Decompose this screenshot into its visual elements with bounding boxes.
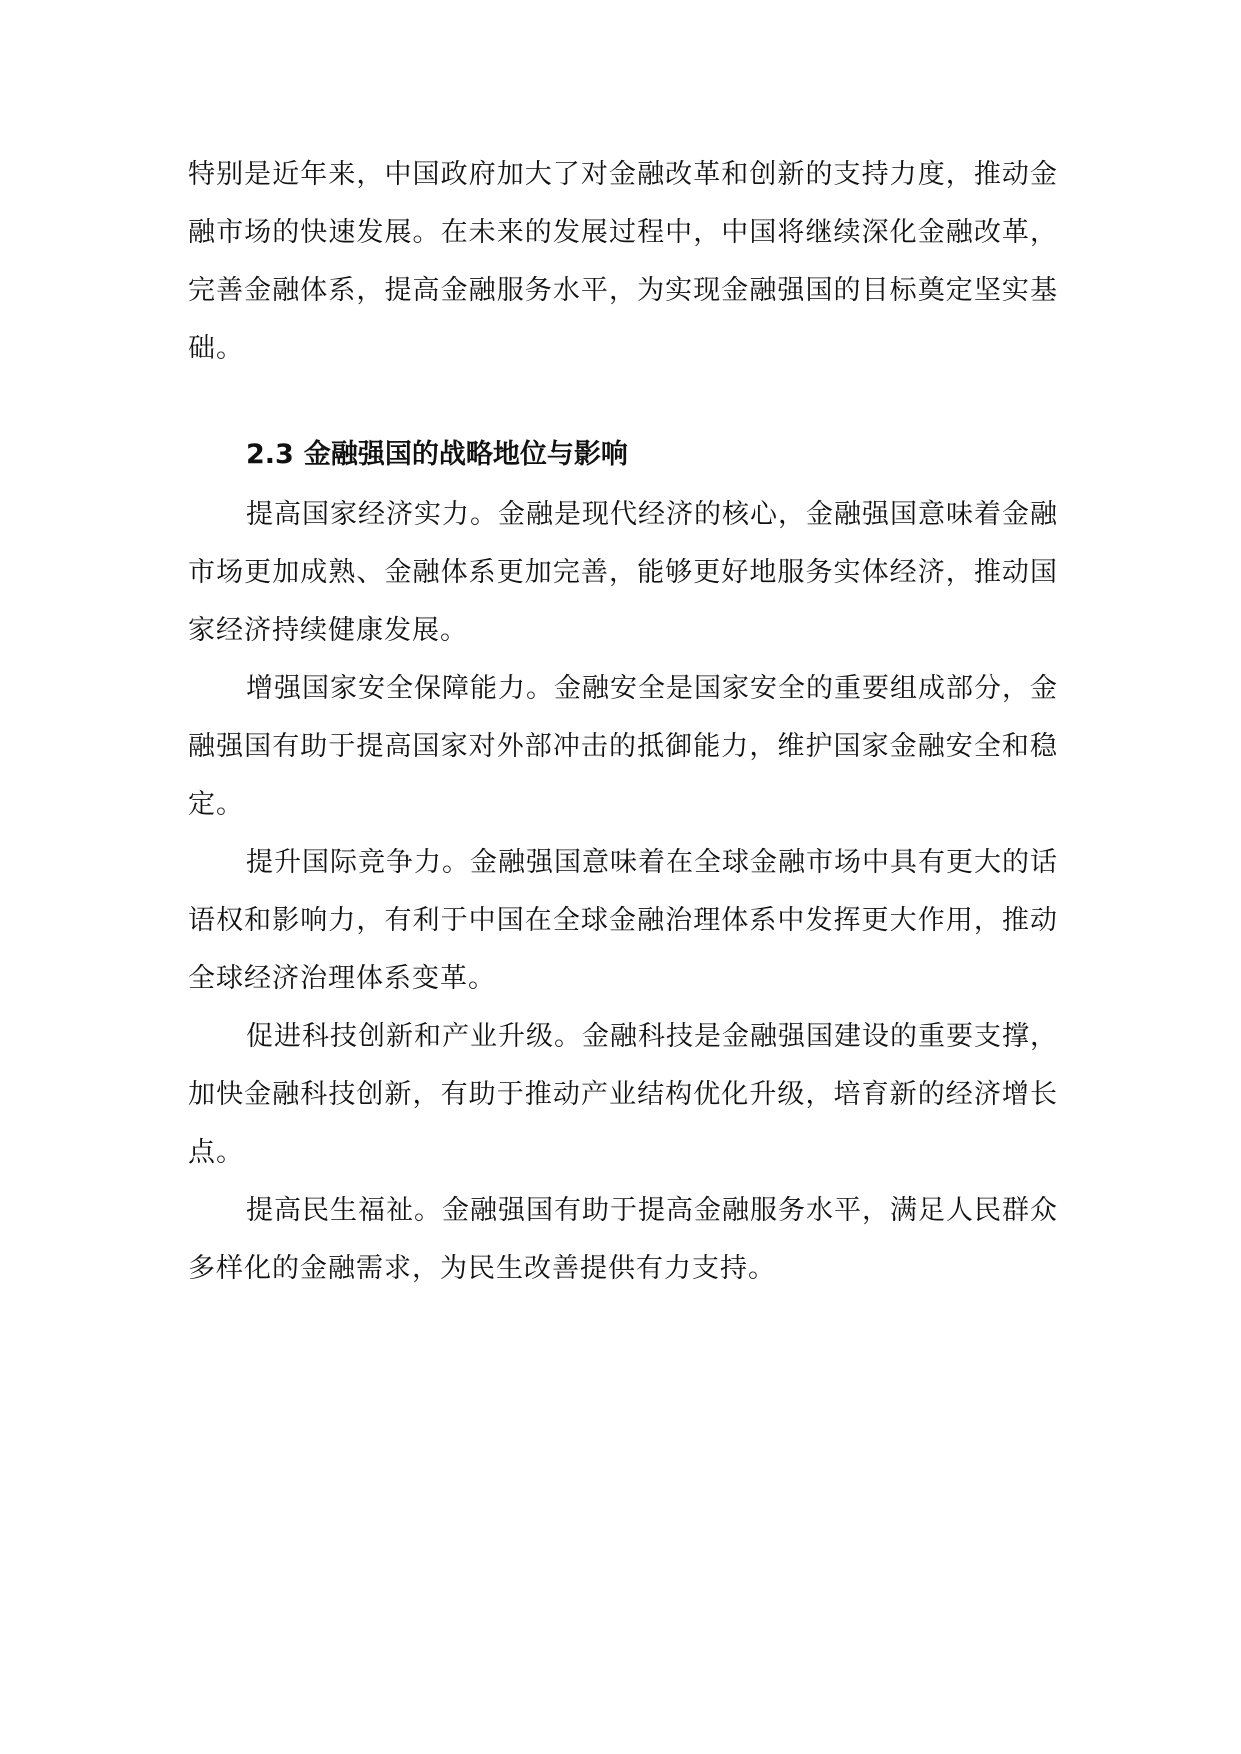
paragraph: 促进科技创新和产业升级。金融科技是金融强国建设的重要支撑，加快金融科技创新，有助于推动产业结构优化升级，培育新的经济增长点。: [188, 1021, 1058, 1168]
paragraph-continued: 特别是近年来，中国政府加大了对金融改革和创新的支持力度，推动金融市场的快速发展。在未来的发展过程中，中国将继续深化金融改革，完善金融体系，提高金融服务水平，为实现金融强国的目标奠定坚实基础。: [188, 159, 1058, 364]
section-title: 金融强国的战略地位与影响: [303, 439, 628, 470]
section-heading: [188, 426, 1058, 484]
section-gap: [188, 378, 1058, 396]
paragraph: 增强国家安全保障能力。金融安全是国家安全的重要组成部分，金融强国有助于提高国家对外部冲击的抵御能力，维护国家金融安全和稳定。: [188, 673, 1058, 820]
paragraph: 提高民生福祉。金融强国有助于提高金融服务水平，满足人民群众多样化的金融需求，为民生改善提供有力支持。: [188, 1195, 1058, 1284]
paragraph: 提升国际竞争力。金融强国意味着在全球金融市场中具有更大的话语权和影响力，有利于中国在全球金融治理体系中发挥更大作用，推动全球经济治理体系变革。: [188, 847, 1058, 994]
section-number: 2.3: [246, 439, 294, 470]
paragraph: 提高国家经济实力。金融是现代经济的核心，金融强国意味着金融市场更加成熟、金融体系更加完善，能够更好地服务实体经济，推动国家经济持续健康发展。: [188, 499, 1058, 646]
body-text: [188, 146, 1058, 1298]
